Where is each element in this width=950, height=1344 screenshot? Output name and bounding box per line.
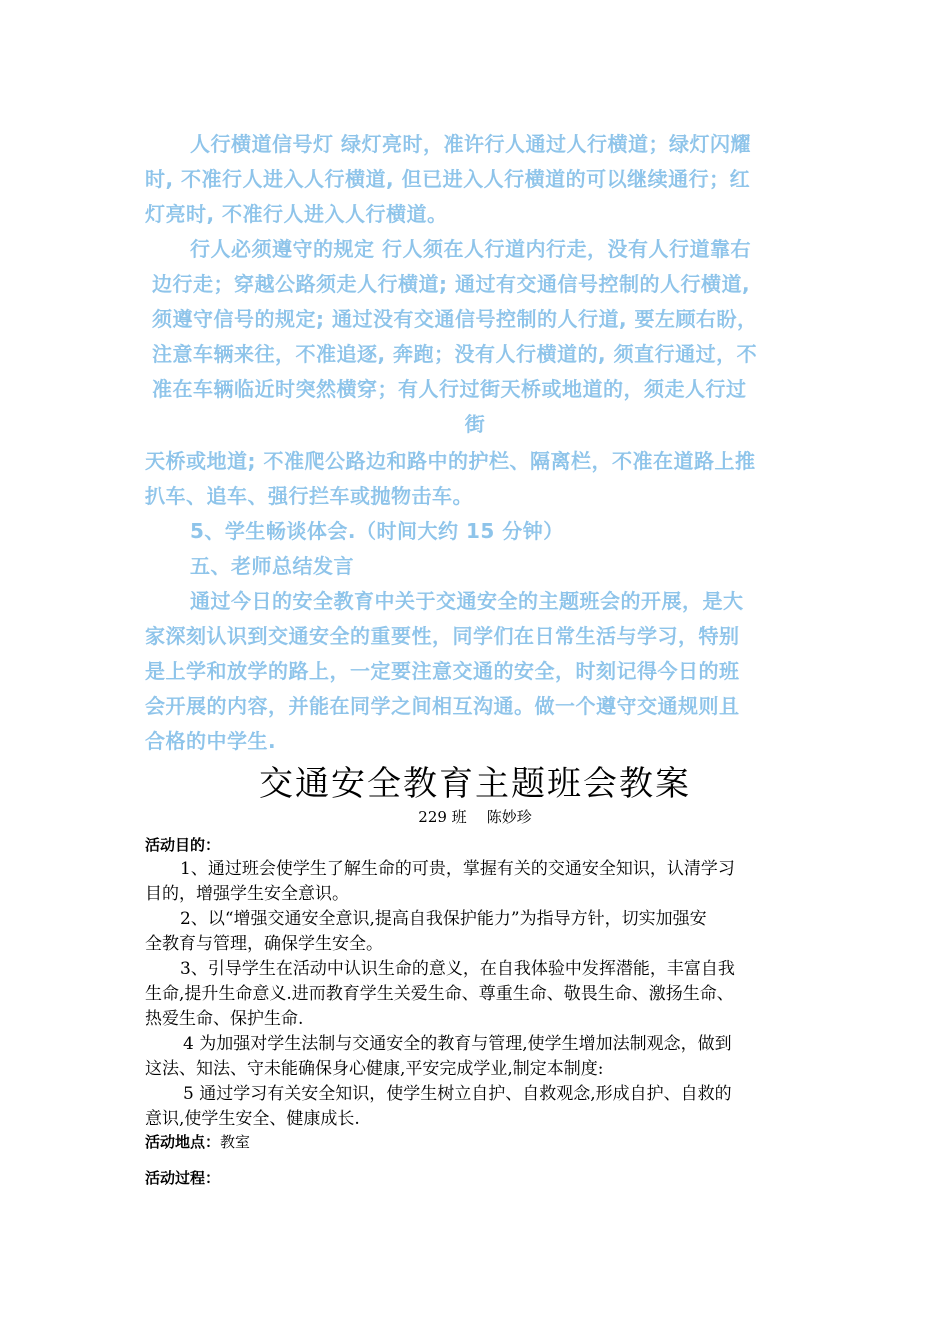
purpose-line: 2、以“增强交通安全意识,提高自我保护能力”为指导方针，切实加强安 <box>180 909 707 929</box>
upper-line: 边行走；穿越公路须走人行横道; 通过有交通信号控制的人行横道, <box>152 272 751 296</box>
upper-line: 行人必须遵守的规定 行人须在人行道内行走，没有人行道靠右 <box>190 237 751 261</box>
upper-line: 扒车、追车、强行拦车或抛物击车。 <box>145 484 473 508</box>
purpose-line: 生命,提升生命意义.进而教育学生关爱生命、尊重生命、敬畏生命、激扬生命、 <box>145 984 734 1004</box>
upper-line: 注意车辆来往，不准追逐, 奔跑；没有人行横道的, 须直行通过，不 <box>152 342 758 366</box>
purpose-line: 4 为加强对学生法制与交通安全的教育与管理,使学生增加法制观念，做到 <box>183 1034 732 1054</box>
class-name: 229 班 <box>418 808 467 826</box>
upper-line: 人行横道信号灯 绿灯亮时，准许行人通过人行横道；绿灯闪耀 <box>190 132 751 156</box>
author-line <box>0 806 950 827</box>
location-row <box>145 1129 250 1155</box>
purpose-line: 全教育与管理，确保学生安全。 <box>145 934 383 954</box>
purpose-line: 这法、知法、守未能确保身心健康,平安完成学业,制定本制度: <box>145 1059 604 1079</box>
document-title: 交通安全教育主题班会教案 <box>259 764 691 804</box>
upper-line: 通过今日的安全教育中关于交通安全的主题班会的开展，是大 <box>190 589 744 613</box>
upper-line: 会开展的内容，并能在同学之间相互沟通。做一个遵守交通规则且 <box>145 694 740 718</box>
process-label: 活动过程： <box>145 1169 221 1187</box>
upper-line: 天桥或地道; 不准爬公路边和路中的护栏、隔离栏，不准在道路上推 <box>145 449 756 473</box>
upper-line: 街 <box>464 412 486 436</box>
upper-line: 须遵守信号的规定; 通过没有交通信号控制的人行道, 要左顾右盼， <box>152 307 758 331</box>
upper-line: 5、学生畅谈体会.（时间大约 15 分钟） <box>190 519 564 543</box>
purpose-line: 热爱生命、保护生命. <box>145 1009 304 1029</box>
author-name: 陈妙珍 <box>486 808 532 826</box>
purpose-line: 3、引导学生在活动中认识生命的意义，在自我体验中发挥潜能，丰富自我 <box>180 959 735 979</box>
purpose-line: 目的，增强学生安全意识。 <box>145 884 349 904</box>
upper-line: 时, 不准行人进入人行横道, 但已进入人行横道的可以继续通行；红 <box>145 167 751 191</box>
upper-line: 合格的中学生. <box>145 729 277 753</box>
purpose-line: 5 通过学习有关安全知识，使学生树立自护、自救观念,形成自护、自救的 <box>183 1084 732 1104</box>
upper-line: 五、老师总结发言 <box>190 554 354 578</box>
upper-line: 准在车辆临近时突然横穿；有人行过街天桥或地道的，须走人行过 <box>152 377 747 401</box>
upper-line: 家深刻认识到交通安全的重要性，同学们在日常生活与学习，特别 <box>145 624 740 648</box>
upper-line: 灯亮时, 不准行人进入人行横道。 <box>145 202 448 226</box>
purpose-line: 1、通过班会使学生了解生命的可贵，掌握有关的交通安全知识，认清学习 <box>180 859 735 879</box>
location-value: 教室 <box>220 1133 251 1151</box>
upper-line: 是上学和放学的路上，一定要注意交通的安全，时刻记得今日的班 <box>145 659 740 683</box>
location-label: 活动地点： <box>145 1133 221 1151</box>
purpose-label: 活动目的： <box>145 836 221 854</box>
purpose-line: 意识,使学生安全、健康成长. <box>145 1109 360 1129</box>
